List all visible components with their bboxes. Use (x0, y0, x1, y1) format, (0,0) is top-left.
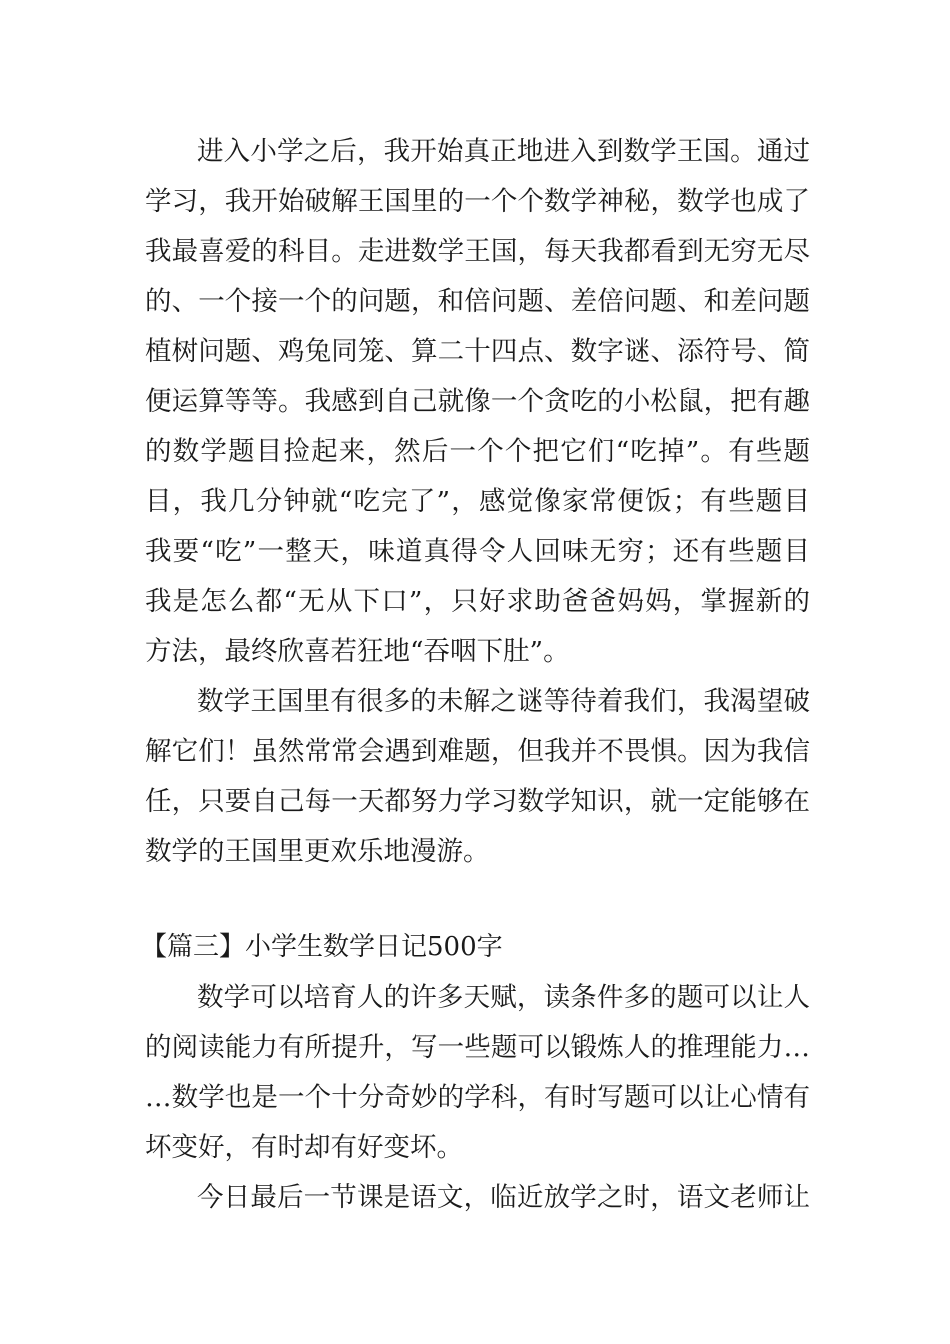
text-line: 学习，我开始破解王国里的一个个数学神秘，数学也成了 (145, 186, 810, 217)
text-line: 任，只要自己每一天都努力学习数学知识，就一定能够在 (145, 786, 810, 817)
text-line: 数学王国里有很多的未解之谜等待着我们，我渴望破 (197, 686, 810, 717)
text-line: 我是怎么都“无从下口”，只好求助爸爸妈妈，掌握新的 (145, 586, 810, 617)
text-line: 植树问题、鸡兔同笼、算二十四点、数字谜、添符号、简 (145, 336, 810, 367)
text-line: 的、一个接一个的问题，和倍问题、差倍问题、和差问题 (145, 286, 810, 317)
text-line: 坏变好，有时却有好变坏。 (145, 1132, 463, 1163)
text-line: 方法，最终欣喜若狂地“吞咽下肚”。 (145, 636, 570, 667)
text-line: 便运算等等。我感到自己就像一个贪吃的小松鼠，把有趣 (145, 386, 810, 417)
text-line: …数学也是一个十分奇妙的学科，有时写题可以让心情有 (145, 1082, 810, 1113)
text-line: 数学的王国里更欢乐地漫游。 (145, 836, 490, 867)
text-line: 目，我几分钟就“吃完了”，感觉像家常便饭；有些题目 (145, 486, 810, 517)
text-line: 今日最后一节课是语文，临近放学之时，语文老师让 (197, 1182, 810, 1213)
text-line: 我最喜爱的科目。走进数学王国，每天我都看到无穷无尽 (145, 236, 810, 267)
text-line: 的阅读能力有所提升，写一些题可以锻炼人的推理能力… (145, 1032, 810, 1063)
section-heading: 【篇三】小学生数学日记500字 (141, 932, 503, 962)
text-line: 解它们！虽然常常会遇到难题，但我并不畏惧。因为我信 (145, 736, 810, 767)
text-line: 数学可以培育人的许多天赋，读条件多的题可以让人 (197, 982, 810, 1013)
text-line: 我要“吃”一整天，味道真得令人回味无穷；还有些题目 (145, 536, 810, 567)
text-line: 进入小学之后，我开始真正地进入到数学王国。通过 (197, 136, 810, 167)
text-line: 的数学题目捡起来，然后一个个把它们“吃掉”。有些题 (145, 436, 810, 467)
